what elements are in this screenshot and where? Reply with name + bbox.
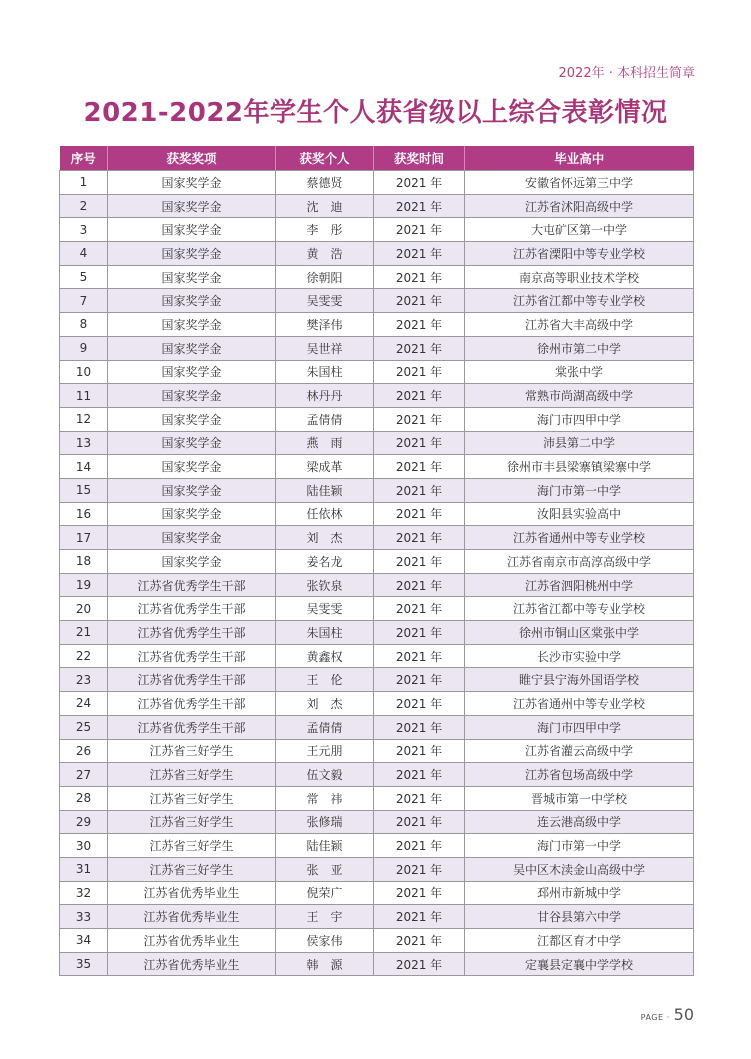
table-row — [60, 550, 694, 574]
page-label: PAGE · — [640, 1013, 670, 1022]
cell-high-school: 大屯矿区第一中学 — [465, 218, 694, 242]
cell-index: 29 — [60, 810, 108, 834]
cell-date: 2021 年 — [374, 668, 465, 692]
cell-award: 国家奖学金 — [108, 431, 276, 455]
cell-index: 5 — [60, 265, 108, 289]
cell-index: 28 — [60, 786, 108, 810]
table-row — [60, 715, 694, 739]
cell-recipient: 沈 迪 — [276, 194, 374, 218]
table-row — [60, 313, 694, 337]
cell-award: 江苏省三好学生 — [108, 810, 276, 834]
cell-index: 18 — [60, 550, 108, 574]
cell-award: 国家奖学金 — [108, 455, 276, 479]
table-row — [60, 810, 694, 834]
cell-award: 江苏省优秀学生干部 — [108, 621, 276, 645]
cell-index: 11 — [60, 384, 108, 408]
cell-recipient: 张钦泉 — [276, 573, 374, 597]
cell-index: 12 — [60, 407, 108, 431]
cell-high-school: 江苏省通州中等专业学校 — [465, 526, 694, 550]
cell-recipient: 吴世祥 — [276, 336, 374, 360]
cell-award: 江苏省优秀学生干部 — [108, 597, 276, 621]
cell-index: 30 — [60, 834, 108, 858]
cell-date: 2021 年 — [374, 431, 465, 455]
cell-high-school: 汝阳县实验高中 — [465, 502, 694, 526]
cell-award: 国家奖学金 — [108, 171, 276, 195]
table-row — [60, 881, 694, 905]
page-title: 2021-2022年学生个人获省级以上综合表彰情况 — [83, 98, 668, 128]
cell-high-school: 晋城市第一中学校 — [465, 786, 694, 810]
table-row — [60, 668, 694, 692]
cell-recipient: 王 伦 — [276, 668, 374, 692]
cell-recipient: 蔡德贤 — [276, 171, 374, 195]
table-row — [60, 455, 694, 479]
cell-award: 国家奖学金 — [108, 265, 276, 289]
cell-index: 21 — [60, 621, 108, 645]
cell-date: 2021 年 — [374, 455, 465, 479]
cell-recipient: 姜名龙 — [276, 550, 374, 574]
table-row — [60, 929, 694, 953]
cell-recipient: 李 彤 — [276, 218, 374, 242]
cell-date: 2021 年 — [374, 218, 465, 242]
cell-date: 2021 年 — [374, 502, 465, 526]
cell-high-school: 江苏省南京市高淳高级中学 — [465, 550, 694, 574]
cell-high-school: 徐州市第二中学 — [465, 336, 694, 360]
cell-date: 2021 年 — [374, 786, 465, 810]
table-row — [60, 905, 694, 929]
cell-high-school: 海门市四甲中学 — [465, 407, 694, 431]
table-row — [60, 431, 694, 455]
cell-high-school: 江苏省泗阳桃州中学 — [465, 573, 694, 597]
cell-index: 23 — [60, 668, 108, 692]
cell-award: 江苏省优秀毕业生 — [108, 952, 276, 976]
cell-high-school: 长沙市实验中学 — [465, 644, 694, 668]
cell-date: 2021 年 — [374, 265, 465, 289]
table-row — [60, 502, 694, 526]
column-header-index: 序号 — [60, 146, 108, 171]
cell-high-school: 徐州市丰县梁寨镇梁寨中学 — [465, 455, 694, 479]
cell-high-school: 江苏省通州中等专业学校 — [465, 692, 694, 716]
cell-award: 江苏省三好学生 — [108, 857, 276, 881]
cell-date: 2021 年 — [374, 644, 465, 668]
cell-date: 2021 年 — [374, 407, 465, 431]
brochure-subtitle: 2022年 · 本科招生简章 — [558, 66, 695, 81]
table-row — [60, 786, 694, 810]
cell-index: 2 — [60, 194, 108, 218]
table-row — [60, 218, 694, 242]
cell-recipient: 任依林 — [276, 502, 374, 526]
cell-recipient: 孟倩倩 — [276, 715, 374, 739]
table-row — [60, 573, 694, 597]
table-row — [60, 478, 694, 502]
cell-date: 2021 年 — [374, 621, 465, 645]
cell-date: 2021 年 — [374, 573, 465, 597]
cell-recipient: 侯家伟 — [276, 929, 374, 953]
cell-award: 江苏省优秀学生干部 — [108, 715, 276, 739]
cell-date: 2021 年 — [374, 905, 465, 929]
cell-award: 国家奖学金 — [108, 242, 276, 266]
table-row — [60, 692, 694, 716]
cell-index: 14 — [60, 455, 108, 479]
cell-award: 江苏省优秀学生干部 — [108, 644, 276, 668]
cell-high-school: 江苏省沭阳高级中学 — [465, 194, 694, 218]
cell-date: 2021 年 — [374, 739, 465, 763]
cell-recipient: 伍文毅 — [276, 763, 374, 787]
cell-high-school: 吴中区木渎金山高级中学 — [465, 857, 694, 881]
table-row — [60, 526, 694, 550]
cell-index: 24 — [60, 692, 108, 716]
cell-recipient: 陆佳颖 — [276, 478, 374, 502]
column-header-date: 获奖时间 — [374, 146, 465, 171]
cell-award: 国家奖学金 — [108, 194, 276, 218]
table-row — [60, 407, 694, 431]
cell-award: 国家奖学金 — [108, 218, 276, 242]
cell-date: 2021 年 — [374, 692, 465, 716]
cell-award: 国家奖学金 — [108, 550, 276, 574]
cell-award: 江苏省三好学生 — [108, 763, 276, 787]
table-row — [60, 384, 694, 408]
honors-table — [59, 146, 694, 976]
cell-recipient: 王元朋 — [276, 739, 374, 763]
cell-date: 2021 年 — [374, 763, 465, 787]
cell-award: 国家奖学金 — [108, 336, 276, 360]
table-row — [60, 644, 694, 668]
table-row — [60, 171, 694, 195]
cell-award: 国家奖学金 — [108, 478, 276, 502]
table-header-row — [60, 146, 694, 171]
cell-high-school: 海门市第一中学 — [465, 834, 694, 858]
cell-date: 2021 年 — [374, 194, 465, 218]
cell-index: 3 — [60, 218, 108, 242]
cell-award: 江苏省优秀学生干部 — [108, 668, 276, 692]
column-header-recipient: 获奖个人 — [276, 146, 374, 171]
table-body — [60, 171, 694, 976]
cell-recipient: 黄鑫权 — [276, 644, 374, 668]
cell-award: 国家奖学金 — [108, 407, 276, 431]
table-row — [60, 952, 694, 976]
cell-high-school: 定襄县定襄中学学校 — [465, 952, 694, 976]
cell-index: 31 — [60, 857, 108, 881]
cell-recipient: 刘 杰 — [276, 692, 374, 716]
cell-date: 2021 年 — [374, 834, 465, 858]
cell-index: 22 — [60, 644, 108, 668]
cell-index: 8 — [60, 313, 108, 337]
cell-date: 2021 年 — [374, 929, 465, 953]
cell-recipient: 徐朝阳 — [276, 265, 374, 289]
cell-index: 19 — [60, 573, 108, 597]
cell-index: 1 — [60, 171, 108, 195]
cell-index: 4 — [60, 242, 108, 266]
page-number — [641, 1005, 694, 1024]
cell-recipient: 张修瑞 — [276, 810, 374, 834]
cell-recipient: 燕 雨 — [276, 431, 374, 455]
cell-award: 江苏省三好学生 — [108, 739, 276, 763]
cell-award: 国家奖学金 — [108, 313, 276, 337]
cell-high-school: 海门市四甲中学 — [465, 715, 694, 739]
cell-date: 2021 年 — [374, 810, 465, 834]
cell-index: 17 — [60, 526, 108, 550]
cell-index: 16 — [60, 502, 108, 526]
cell-index: 13 — [60, 431, 108, 455]
cell-high-school: 沛县第二中学 — [465, 431, 694, 455]
cell-award: 江苏省优秀学生干部 — [108, 692, 276, 716]
cell-high-school: 江苏省江都中等专业学校 — [465, 597, 694, 621]
cell-high-school: 安徽省怀远第三中学 — [465, 171, 694, 195]
cell-high-school: 连云港高级中学 — [465, 810, 694, 834]
cell-award: 国家奖学金 — [108, 360, 276, 384]
cell-recipient: 王 宇 — [276, 905, 374, 929]
cell-award: 江苏省优秀学生干部 — [108, 573, 276, 597]
cell-award: 国家奖学金 — [108, 384, 276, 408]
cell-recipient: 林丹丹 — [276, 384, 374, 408]
cell-index: 10 — [60, 360, 108, 384]
cell-index: 15 — [60, 478, 108, 502]
cell-recipient: 朱国柱 — [276, 621, 374, 645]
cell-high-school: 江都区育才中学 — [465, 929, 694, 953]
cell-recipient: 梁成革 — [276, 455, 374, 479]
table-row — [60, 242, 694, 266]
cell-date: 2021 年 — [374, 478, 465, 502]
cell-index: 33 — [60, 905, 108, 929]
cell-index: 34 — [60, 929, 108, 953]
table-row — [60, 360, 694, 384]
cell-date: 2021 年 — [374, 857, 465, 881]
cell-index: 9 — [60, 336, 108, 360]
cell-high-school: 江苏省灌云高级中学 — [465, 739, 694, 763]
cell-recipient: 韩 源 — [276, 952, 374, 976]
column-header-award: 获奖奖项 — [108, 146, 276, 171]
cell-index: 27 — [60, 763, 108, 787]
table-row — [60, 834, 694, 858]
cell-high-school: 江苏省大丰高级中学 — [465, 313, 694, 337]
column-header-high-school: 毕业高中 — [465, 146, 694, 171]
table-row — [60, 265, 694, 289]
table-row — [60, 597, 694, 621]
cell-index: 25 — [60, 715, 108, 739]
cell-date: 2021 年 — [374, 384, 465, 408]
cell-high-school: 邳州市新城中学 — [465, 881, 694, 905]
cell-recipient: 陆佳颖 — [276, 834, 374, 858]
table-row — [60, 621, 694, 645]
cell-high-school: 南京高等职业技术学校 — [465, 265, 694, 289]
cell-high-school: 睢宁县宁海外国语学校 — [465, 668, 694, 692]
cell-date: 2021 年 — [374, 952, 465, 976]
cell-high-school: 江苏省包场高级中学 — [465, 763, 694, 787]
cell-date: 2021 年 — [374, 597, 465, 621]
table-row — [60, 739, 694, 763]
cell-date: 2021 年 — [374, 336, 465, 360]
cell-award: 江苏省三好学生 — [108, 786, 276, 810]
cell-recipient: 朱国柱 — [276, 360, 374, 384]
cell-award: 江苏省优秀毕业生 — [108, 881, 276, 905]
cell-high-school: 甘谷县第六中学 — [465, 905, 694, 929]
cell-recipient: 孟倩倩 — [276, 407, 374, 431]
cell-high-school: 棠张中学 — [465, 360, 694, 384]
cell-date: 2021 年 — [374, 881, 465, 905]
cell-award: 江苏省优秀毕业生 — [108, 905, 276, 929]
cell-recipient: 常 祎 — [276, 786, 374, 810]
cell-award: 国家奖学金 — [108, 289, 276, 313]
cell-date: 2021 年 — [374, 526, 465, 550]
cell-date: 2021 年 — [374, 360, 465, 384]
cell-high-school: 徐州市铜山区棠张中学 — [465, 621, 694, 645]
cell-date: 2021 年 — [374, 171, 465, 195]
cell-recipient: 倪荣广 — [276, 881, 374, 905]
cell-date: 2021 年 — [374, 313, 465, 337]
cell-recipient: 吴雯雯 — [276, 289, 374, 313]
cell-index: 32 — [60, 881, 108, 905]
cell-date: 2021 年 — [374, 550, 465, 574]
table-row — [60, 857, 694, 881]
cell-index: 7 — [60, 289, 108, 313]
table-row — [60, 763, 694, 787]
cell-date: 2021 年 — [374, 715, 465, 739]
cell-award: 江苏省优秀毕业生 — [108, 929, 276, 953]
cell-award: 国家奖学金 — [108, 502, 276, 526]
cell-date: 2021 年 — [374, 289, 465, 313]
table-row — [60, 336, 694, 360]
cell-high-school: 海门市第一中学 — [465, 478, 694, 502]
cell-index: 26 — [60, 739, 108, 763]
cell-recipient: 刘 杰 — [276, 526, 374, 550]
cell-date: 2021 年 — [374, 242, 465, 266]
cell-high-school: 常熟市尚湖高级中学 — [465, 384, 694, 408]
page-number-value: 50 — [673, 1005, 694, 1024]
cell-high-school: 江苏省溧阳中等专业学校 — [465, 242, 694, 266]
cell-index: 35 — [60, 952, 108, 976]
cell-recipient: 张 亚 — [276, 857, 374, 881]
cell-index: 20 — [60, 597, 108, 621]
table-row — [60, 289, 694, 313]
cell-award: 江苏省三好学生 — [108, 834, 276, 858]
cell-recipient: 吴雯雯 — [276, 597, 374, 621]
cell-high-school: 江苏省江都中等专业学校 — [465, 289, 694, 313]
cell-award: 国家奖学金 — [108, 526, 276, 550]
cell-recipient: 樊泽伟 — [276, 313, 374, 337]
table-row — [60, 194, 694, 218]
cell-recipient: 黄 浩 — [276, 242, 374, 266]
